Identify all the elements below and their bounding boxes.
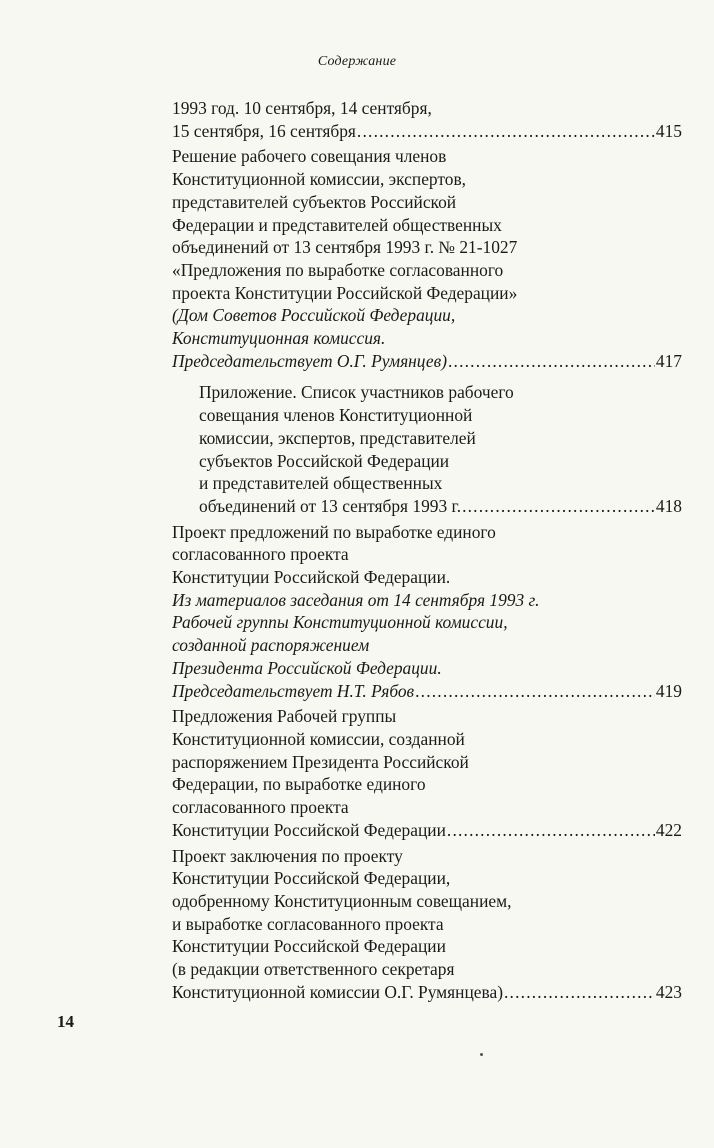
dot-leader xyxy=(462,495,655,518)
toc-entry-line: Федерации, по выработке единого xyxy=(172,774,426,795)
toc-entry-line: проекта Конституции Российской Федерации» xyxy=(172,282,518,303)
toc-entry-line: объединений от 13 сентября 1993 г. xyxy=(199,495,462,516)
toc-entry-italic-line: Конституционная комиссия. xyxy=(172,328,386,349)
toc-entry-line: Конституции Российской Федерации. xyxy=(172,567,451,588)
toc-entry-line: представителей субъектов Российской xyxy=(172,191,457,212)
toc-entry xyxy=(172,845,682,1004)
toc-entry-line: Федерации и представителей общественных xyxy=(172,214,502,235)
toc-entry-line: Приложение. Список участников рабочего xyxy=(199,382,514,403)
toc-entry-final-line xyxy=(172,120,682,143)
toc-entry-line: и выработке согласованного проекта xyxy=(172,913,444,934)
toc-entry-italic-line: Рабочей группы Конституционной комиссии, xyxy=(172,612,508,633)
dot-leader xyxy=(415,680,655,703)
toc-page-number: 422 xyxy=(655,819,682,840)
page-folio-number: 14 xyxy=(57,1012,74,1031)
toc-entry-italic-line: (Дом Советов Российской Федерации, xyxy=(172,305,456,326)
toc-page-number: 423 xyxy=(655,981,682,1002)
toc-page-number: 419 xyxy=(655,680,682,701)
toc-entry-final-line xyxy=(172,981,682,1004)
toc-entry-line: объединений от 13 сентября 1993 г. № 21-1027 xyxy=(172,237,518,258)
toc-entry-line: 1993 год. 10 сентября, 14 сентября, xyxy=(172,98,432,118)
toc-entry-italic-line: Президента Российской Федерации. xyxy=(172,657,442,678)
print-speck xyxy=(480,1053,483,1056)
toc-entry-line: Конституции Российской Федерации xyxy=(172,936,446,957)
toc-entry-line: 15 сентября, 16 сентября xyxy=(172,120,356,141)
dot-leader xyxy=(448,350,655,373)
toc-entry-line: Конституционной комиссии О.Г. Румянцева) xyxy=(172,981,503,1002)
toc-entry-line: Предложения Рабочей группы xyxy=(172,706,397,727)
toc-entry-final-line xyxy=(172,680,682,703)
toc-entry-line: распоряжением Президента Российской xyxy=(172,751,469,772)
toc-entry-line: Конституции Российской Федерации xyxy=(172,819,446,840)
toc-entry-line: (в редакции ответственного секретаря xyxy=(172,959,455,980)
toc-subentry xyxy=(172,381,682,517)
toc-page-number: 417 xyxy=(655,350,682,371)
toc-entry-line: Конституции Российской Федерации, xyxy=(172,868,451,889)
toc-entry xyxy=(172,705,682,841)
dot-leader xyxy=(357,120,655,143)
toc-entry-final-line xyxy=(199,495,682,518)
toc-entry-line: совещания членов Конституционной xyxy=(199,405,473,426)
toc-entry-italic-line: Председательствует О.Г. Румянцев) xyxy=(172,350,447,371)
toc-entry-italic-line: Председательствует Н.Т. Рябов xyxy=(172,680,415,701)
toc-entry-line: согласованного проекта xyxy=(172,797,349,818)
toc-entry-line: комиссии, экспертов, представителей xyxy=(199,427,476,448)
dot-leader xyxy=(447,819,655,842)
toc-entry xyxy=(172,521,682,703)
dot-leader xyxy=(504,981,655,1004)
table-of-contents xyxy=(172,97,682,1006)
toc-entry-line: Проект заключения по проекту xyxy=(172,845,403,866)
toc-entry-line: субъектов Российской Федерации xyxy=(199,450,450,471)
toc-entry-line: Конституционной комиссии, созданной xyxy=(172,728,465,749)
toc-entry xyxy=(172,145,682,372)
toc-entry xyxy=(172,97,682,142)
toc-entry-final-line xyxy=(172,350,682,373)
toc-entry-line: «Предложения по выработке согласованного xyxy=(172,259,504,280)
toc-entry-line: Проект предложений по выработке единого xyxy=(172,521,496,542)
toc-entry-line: согласованного проекта xyxy=(172,544,349,565)
toc-entry-line: Решение рабочего совещания членов xyxy=(172,146,447,167)
toc-page-number: 418 xyxy=(655,495,682,516)
toc-entry-italic-line: Из материалов заседания от 14 сентября 1993 г. xyxy=(172,589,540,610)
toc-entry-italic-line: созданной распоряжением xyxy=(172,635,370,656)
toc-entry-final-line xyxy=(172,819,682,842)
toc-entry-line: одобренному Конституционным совещанием, xyxy=(172,890,512,911)
toc-entry-line: и представителей общественных xyxy=(199,473,443,494)
running-head: Содержание xyxy=(317,54,397,69)
toc-page-number: 415 xyxy=(655,120,682,141)
toc-entry-line: Конституционной комиссии, экспертов, xyxy=(172,169,467,190)
